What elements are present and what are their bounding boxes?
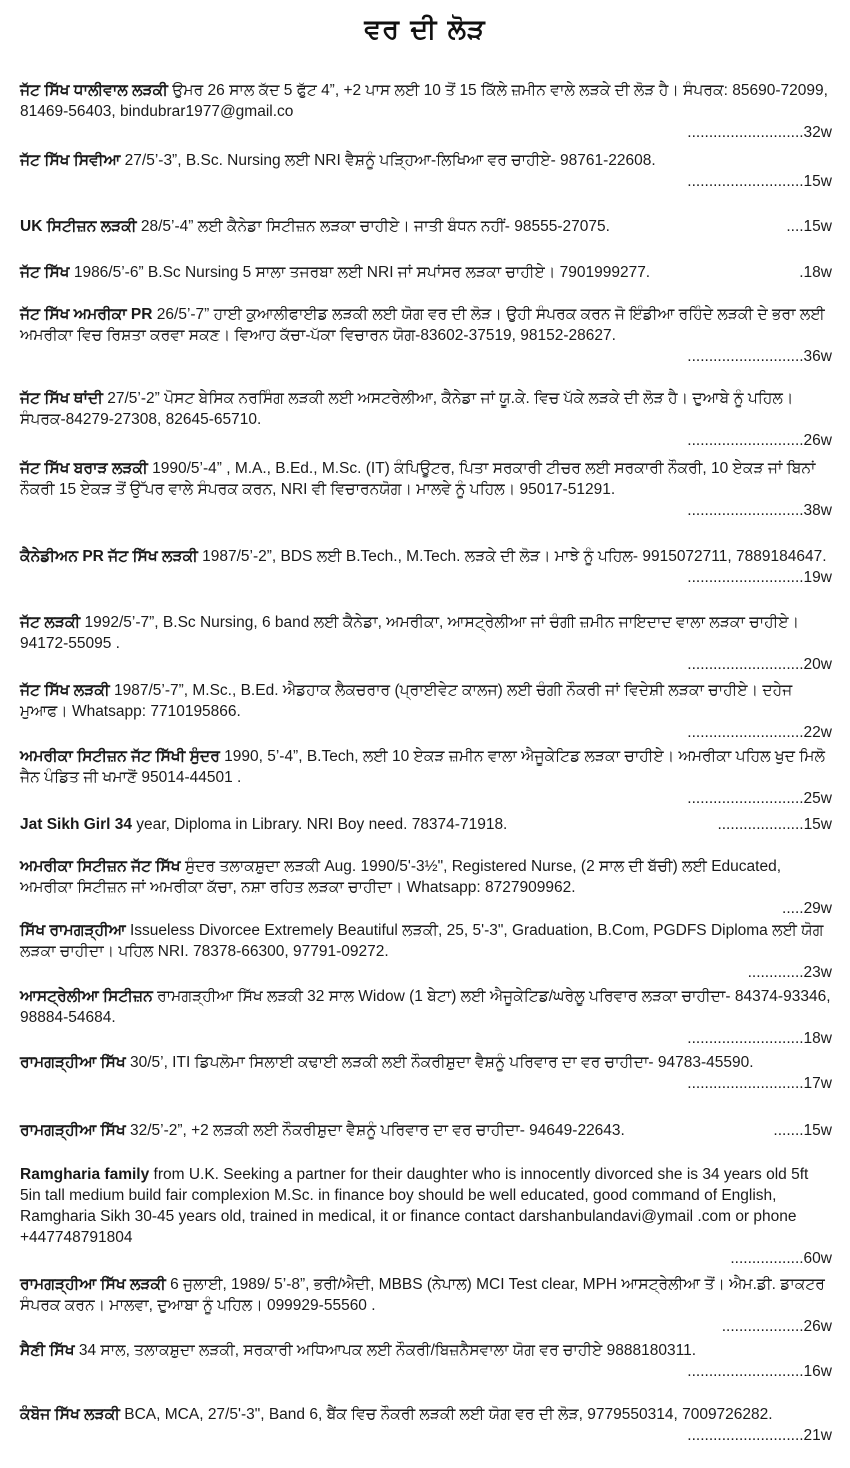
ad-heading: ਜੱਟ ਸਿੱਖ ਅਮਰੀਕਾ PR [20, 306, 153, 323]
ad-body: BCA, MCA, 27/5'-3", Band 6, ਬੈਂਕ ਵਿਚ ਨੌਕਰੀ ਲੜਕੀ ਲਈ ਯੋਗ ਵਰ ਦੀ ਲੋੜ, 9779550314, 7009726282. [119, 1406, 773, 1423]
ad-word-count: ....15w [786, 218, 832, 235]
ad-item [20, 1274, 832, 1337]
ad-item [20, 1052, 832, 1094]
ad-item [20, 388, 832, 451]
ad-item [20, 80, 832, 143]
ad-word-count: ...........................16w [687, 1363, 832, 1380]
ad-body: 34 ਸਾਲ, ਤਲਾਕਸ਼ੁਦਾ ਲੜਕੀ, ਸਰਕਾਰੀ ਅਧਿਆਪਕ ਲਈ ਨੌਕਰੀ/ਬਿਜ਼ਨੈਸਵਾਲਾ ਯੋਗ ਵਰ ਚਾਹੀਏ 9888180311. [74, 1342, 697, 1359]
ad-body: Issueless Divorcee Extremely Beautiful ਲੜਕੀ, 25, 5'-3", Graduation, B.Com, PGDFS Diploma ਲਈ ਯੋਗ ਲੜਕਾ ਚਾਹੀਦਾ। ਪਹਿਲ NRI. 78378-66300, 97791-09272. [20, 922, 824, 960]
ad-word-count: ...........................20w [687, 656, 832, 673]
ad-word-count: ...................26w [721, 1318, 832, 1335]
ad-word-count: ...........................26w [687, 432, 832, 449]
ad-item [20, 150, 832, 192]
ad-body: 1987/5’-2”, BDS ਲਈ B.Tech., M.Tech. ਲੜਕੇ ਦੀ ਲੋੜ। ਮਾਝੇ ਨੂੰ ਪਹਿਲ- 9915072711, 7889184647. [197, 548, 827, 565]
ad-body: 6 ਜੁਲਾਈ, 1989/ 5’-8”, ਭਰੀ/ਐਦੀ, MBBS (ਨੇਪਾਲ) MCI Test clear, MPH ਆਸਟ੍ਰੇਲੀਆ ਤੋਂ। ਐਮ.ਡੀ. ਡਾਕਟਰ ਸੰਪਰਕ ਕਰਨ। ਮਾਲਵਾ, ਦੁਆਬਾ ਨੂੰ ਪਹਿਲ। 099929-55560 . [20, 1276, 825, 1314]
ad-body: 1987/5’-7”, M.Sc., B.Ed. ਐਡਹਾਕ ਲੈਕਚਰਾਰ (ਪ੍ਰਾਈਵੇਟ ਕਾਲਜ) ਲਈ ਚੰਗੀ ਨੌਕਰੀ ਜਾਂ ਵਿਦੇਸ਼ੀ ਲੜਕਾ ਚਾਹੀਏ। ਦਹੇਜ ਮੁਆਫ। Whatsapp: 7710195866. [20, 682, 793, 720]
ad-heading: Jat Sikh Girl 34 [20, 816, 132, 833]
ad-heading: UK ਸਿਟੀਜ਼ਨ ਲੜਕੀ [20, 218, 137, 235]
ad-item [20, 612, 832, 675]
ad-heading: Ramgharia family [20, 1166, 150, 1183]
ad-word-count: ...........................19w [687, 569, 832, 586]
ad-body: ਸੁੰਦਰ ਤਲਾਕਸ਼ੁਦਾ ਲੜਕੀ Aug. 1990/5'-3½", Registered Nurse, (2 ਸਾਲ ਦੀ ਬੱਚੀ) ਲਈ Educated, ਅਮਰੀਕਾ ਸਿਟੀਜ਼ਨ ਜਾਂ ਅਮਰੀਕਾ ਕੱਚਾ, ਨਸ਼ਾ ਰਹਿਤ ਲੜਕਾ ਚਾਹੀਦਾ। Whatsapp: 8727909962. [20, 858, 782, 896]
ad-word-count: ....................15w [717, 816, 832, 833]
ad-heading: ਰਾਮਗੜ੍ਹੀਆ ਸਿੱਖ [20, 1054, 126, 1071]
ad-body: 27/5’-2” ਪੋਸਟ ਬੇਸਿਕ ਨਰਸਿੰਗ ਲੜਕੀ ਲਈ ਅਸਟਰੇਲੀਆ, ਕੈਨੇਡਾ ਜਾਂ ਯੂ.ਕੇ. ਵਿਚ ਪੱਕੇ ਲੜਕੇ ਦੀ ਲੋੜ ਹੈ। ਦੁਆਬੇ ਨੂੰ ਪਹਿਲ। ਸੰਪਰਕ-84279-27308, 82645-65710. [20, 390, 794, 428]
ad-word-count: ...........................22w [687, 724, 832, 741]
ad-heading: ਰਾਮਗੜ੍ਹੀਆ ਸਿੱਖ [20, 1122, 126, 1139]
ad-item [20, 920, 832, 983]
ad-word-count: ...........................38w [687, 502, 832, 519]
ad-item [20, 546, 832, 588]
ad-body: 1990, 5’-4”, B.Tech, ਲਈ 10 ਏਕੜ ਜ਼ਮੀਨ ਵਾਲਾ ਐਜੂਕੇਟਿਡ ਲੜਕਾ ਚਾਹੀਏ। ਅਮਰੀਕਾ ਪਹਿਲ ਖੁਦ ਮਿਲੋ ਜੈਨ ਪੰਡਿਤ ਜੀ ਖਮਾਣੋਂ 95014-44501 . [20, 748, 825, 786]
ad-item [20, 1120, 832, 1141]
ad-body: 28/5’-4” ਲਈ ਕੈਨੇਡਾ ਸਿਟੀਜ਼ਨ ਲੜਕਾ ਚਾਹੀਏ। ਜਾਤੀ ਬੰਧਨ ਨਹੀਂ- 98555-27075. [136, 218, 610, 235]
ad-body: ਉਮਰ 26 ਸਾਲ ਕੱਦ 5 ਫੁੱਟ 4”, +2 ਪਾਸ ਲਈ 10 ਤੋਂ 15 ਕਿੱਲੇ ਜ਼ਮੀਨ ਵਾਲੇ ਲੜਕੇ ਦੀ ਲੋੜ ਹੈ। ਸੰਪਰਕ: 85690-72099, 81469-56403, bindubrar1977@gmail.co [20, 82, 828, 120]
ad-heading: ਅਮਰੀਕਾ ਸਿਟੀਜ਼ਨ ਜੱਟ ਸਿੱਖ [20, 858, 181, 875]
ad-heading: ਕੰਬੋਜ ਸਿੱਖ ਲੜਕੀ [20, 1406, 120, 1423]
ad-body: 1986/5’-6” B.Sc Nursing 5 ਸਾਲਾ ਤਜਰਬਾ ਲਈ NRI ਜਾਂ ਸਪਾਂਸਰ ਲੜਕਾ ਚਾਹੀਏ। 7901999277. [69, 264, 651, 281]
ad-word-count: ...........................32w [687, 124, 832, 141]
ad-word-count: ...........................25w [687, 790, 832, 807]
ad-body: 26/5’-7” ਹਾਈ ਕੁਆਲੀਫਾਈਡ ਲੜਕੀ ਲਈ ਯੋਗ ਵਰ ਦੀ ਲੋੜ। ਉਹੀ ਸੰਪਰਕ ਕਰਨ ਜੋ ਇੰਡੀਆ ਰਹਿੰਦੇ ਲੜਕੀ ਦੇ ਭਰਾ ਲਈ ਅਮਰੀਕਾ ਵਿਚ ਰਿਸ਼ਤਾ ਕਰਵਾ ਸਕਣ। ਵਿਆਹ ਕੱਚਾ-ਪੱਕਾ ਵਿਚਾਰਨ ਯੋਗ-83602-37519, 98152-28627. [20, 306, 825, 344]
ad-body: 1990/5’-4” , M.A., B.Ed., M.Sc. (IT) ਕੰਪਿਊਟਰ, ਪਿਤਾ ਸਰਕਾਰੀ ਟੀਚਰ ਲਈ ਸਰਕਾਰੀ ਨੌਕਰੀ, 10 ਏਕੜ ਜਾਂ ਬਿਨਾਂ ਨੌਕਰੀ 15 ਏਕੜ ਤੋਂ ਉੱਪਰ ਵਾਲੇ ਸੰਪਰਕ ਕਰਨ, NRI ਵੀ ਵਿਚਾਰਨਯੋਗ। ਮਾਲਵੇ ਨੂੰ ਪਹਿਲ। 95017-51291. [20, 460, 816, 498]
page-title: ਵਰ ਦੀ ਲੋੜ [364, 14, 486, 45]
ad-word-count: .................60w [730, 1250, 832, 1267]
ad-body: ਰਾਮਗੜ੍ਹੀਆ ਸਿੱਖ ਲੜਕੀ 32 ਸਾਲ Widow (1 ਬੇਟਾ) ਲਈ ਐਜੂਕੇਟਿਡ/ਘਰੇਲੂ ਪਰਿਵਾਰ ਲੜਕਾ ਚਾਹੀਦਾ- 84374-93346, 98884-54684. [20, 988, 831, 1026]
ad-word-count: .............23w [747, 964, 832, 981]
ad-heading: ਜੱਟ ਲੜਕੀ [20, 614, 81, 631]
ad-heading: ਕੈਨੇਡੀਅਨ PR ਜੱਟ ਸਿੱਖ ਲੜਕੀ [20, 548, 198, 565]
ad-body: 27/5’-3”, B.Sc. Nursing ਲਈ NRI ਵੈਸ਼ਨੂੰ ਪੜ੍ਹਿਆ-ਲਿਖਿਆ ਵਰ ਚਾਹੀਏ- 98761-22608. [120, 152, 656, 169]
ad-body: 32/5’-2”, +2 ਲੜਕੀ ਲਈ ਨੌਕਰੀਸ਼ੁਦਾ ਵੈਸ਼ਨੂੰ ਪਰਿਵਾਰ ਦਾ ਵਰ ਚਾਹੀਦਾ- 94649-22643. [125, 1122, 625, 1139]
ad-word-count: .....29w [782, 900, 832, 917]
ad-heading: ਰਾਮਗੜ੍ਹੀਆ ਸਿੱਖ ਲੜਕੀ [20, 1276, 166, 1293]
ad-item [20, 680, 832, 743]
ad-word-count: ...........................18w [687, 1030, 832, 1047]
ad-heading: ਆਸਟ੍ਰੇਲੀਆ ਸਿਟੀਜ਼ਨ [20, 988, 153, 1005]
ad-heading: ਜੱਟ ਸਿੱਖ ਲੜਕੀ [20, 682, 110, 699]
ad-word-count: .......15w [773, 1122, 832, 1139]
ad-body: from U.K. Seeking a partner for their daughter who is innocently divorced she is 34 years old 5ft 5in tall medium build fair complexion M.Sc. in finance boy should be well educated, good command of English, Ramgharia Sikh 30-45 years old, trained in medical, it or finance contact darshanbulandavi@ymail .com or phone +447748791804 [20, 1166, 809, 1246]
ad-heading: ਜੱਟ ਸਿੱਖ [20, 264, 70, 281]
ad-item [20, 1404, 832, 1446]
ad-body: 1992/5’-7”, B.Sc Nursing, 6 band ਲਈ ਕੈਨੇਡਾ, ਅਮਰੀਕਾ, ਆਸਟ੍ਰੇਲੀਆ ਜਾਂ ਚੰਗੀ ਜ਼ਮੀਨ ਜਾਇਦਾਦ ਵਾਲਾ ਲੜਕਾ ਚਾਹੀਏ। 94172-55095 . [20, 614, 800, 652]
ad-heading: ਸਿੱਖ ਰਾਮਗੜ੍ਹੀਆ [20, 922, 126, 939]
ad-word-count: ...........................15w [687, 173, 832, 190]
ad-word-count: ...........................21w [687, 1427, 832, 1444]
ad-body: 30/5’, ITI ਡਿਪਲੋਮਾ ਸਿਲਾਈ ਕਢਾਈ ਲੜਕੀ ਲਈ ਨੌਕਰੀਸ਼ੁਦਾ ਵੈਸ਼ਨੂੰ ਪਰਿਵਾਰ ਦਾ ਵਰ ਚਾਹੀਦਾ- 94783-45590. [125, 1054, 754, 1071]
ad-item [20, 304, 832, 367]
ad-item [20, 262, 832, 283]
ad-heading: ਜੱਟ ਸਿੱਖ ਧਾਲੀਵਾਲ ਲੜਕੀ [20, 82, 168, 99]
ad-heading: ਜੱਟ ਸਿੱਖ ਥਾਂਦੀ [20, 390, 103, 407]
ad-word-count: ...........................36w [687, 348, 832, 365]
ad-item [20, 458, 832, 521]
ad-item [20, 746, 832, 809]
ad-heading: ਜੱਟ ਸਿੱਖ ਬਰਾੜ ਲੜਕੀ [20, 460, 148, 477]
ad-item [20, 1340, 832, 1382]
ad-item [20, 216, 832, 237]
ad-item [20, 1164, 832, 1269]
ad-body: year, Diploma in Library. NRI Boy need. 78374-71918. [132, 816, 508, 833]
ad-heading: ਅਮਰੀਕਾ ਸਿਟੀਜ਼ਨ ਜੱਟ ਸਿੱਖੀ ਸੁੰਦਰ [20, 748, 220, 765]
ad-heading: ਜੱਟ ਸਿੱਖ ਸਿਵੀਆ [20, 152, 121, 169]
ad-item [20, 856, 832, 919]
ad-item [20, 986, 832, 1049]
ad-word-count: .18w [799, 264, 832, 281]
ad-word-count: ...........................17w [687, 1075, 832, 1092]
ad-item [20, 814, 832, 835]
ad-heading: ਸੈਣੀ ਸਿੱਖ [20, 1342, 75, 1359]
